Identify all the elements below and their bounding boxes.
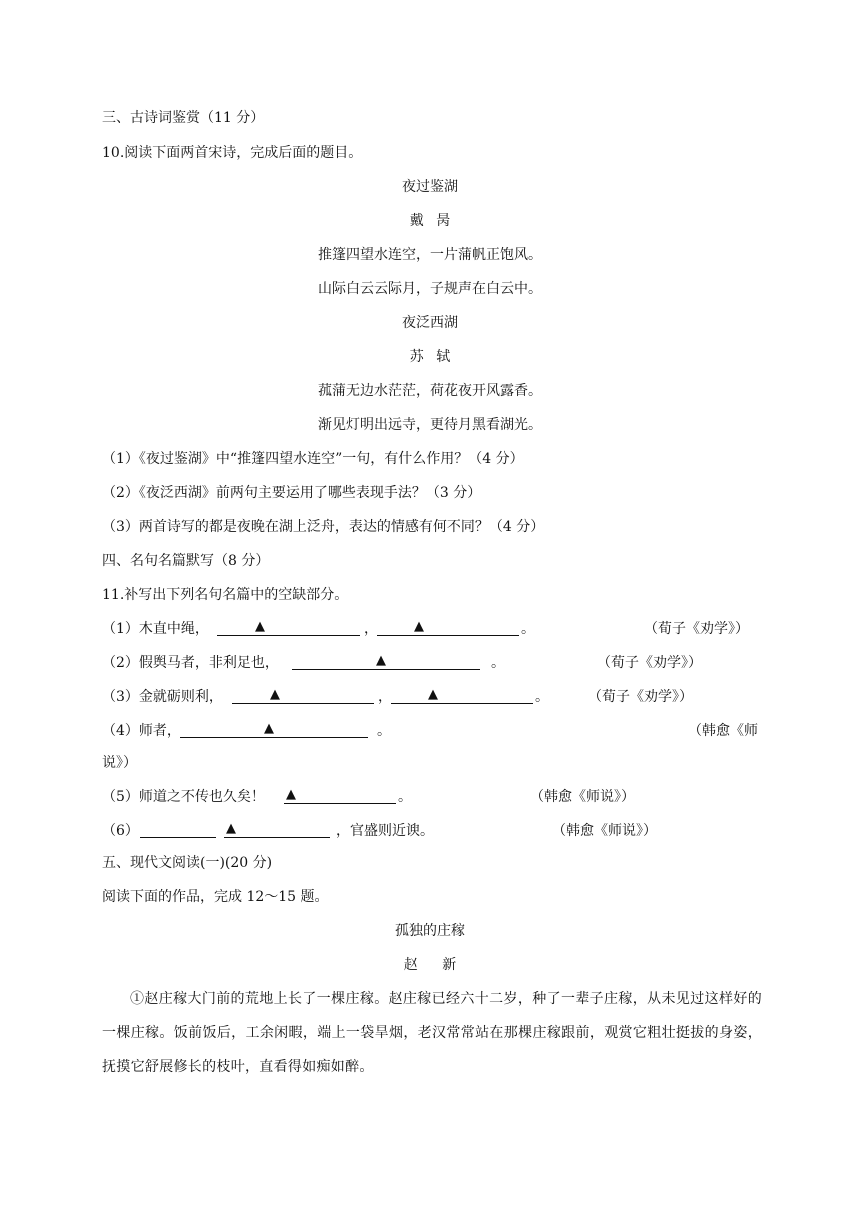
blank-answer[interactable] bbox=[284, 787, 396, 810]
q11-intro: 11.补写出下列名句名篇中的空缺部分。 bbox=[102, 587, 349, 603]
article-paragraph-1: ①赵庄稼大门前的荒地上长了一棵庄稼。赵庄稼已经六十二岁，种了一辈子庄稼，从未见过这样好的一棵庄稼。饭前饭后，工余闲暇，端上一袋旱烟，老汉常常站在那棵庄稼跟前，观赏它粗壮挺拔的身姿，抚摸它舒展修长的枝叶，直看得如痴如醉。 bbox=[102, 991, 762, 1075]
recite-item-6 bbox=[102, 821, 139, 841]
question-2: （2）《夜泛西湖》前两句主要运用了哪些表现手法？（3 分） bbox=[102, 485, 482, 501]
section3-heading: 三、古诗词鉴赏（11 分） bbox=[102, 110, 265, 126]
item-source-part1: （韩愈《师 bbox=[688, 723, 758, 739]
poem2-line2: 渐见灯明出远寺，更待月黑看湖光。 bbox=[318, 417, 542, 433]
blank-answer[interactable] bbox=[391, 687, 533, 710]
item-suffix: 。 bbox=[377, 723, 391, 739]
question-3: （3）两首诗写的都是夜晚在湖上泛舟，表达的情感有何不同？（4 分） bbox=[102, 519, 545, 535]
item-sep: ， bbox=[378, 689, 392, 705]
blank-marker: ▲ bbox=[255, 619, 265, 634]
recite-item-4 bbox=[102, 721, 181, 741]
blank-answer[interactable] bbox=[292, 653, 480, 676]
blank-answer[interactable] bbox=[224, 821, 330, 844]
item-source: （荀子《劝学》） bbox=[644, 621, 749, 637]
item-source-part2: 说》） bbox=[102, 755, 137, 771]
blank-answer[interactable] bbox=[377, 619, 519, 642]
poem1-author: 戴 昺 bbox=[409, 213, 451, 229]
item-prefix: （5）师道之不传也久矣！ bbox=[102, 789, 265, 805]
article-title: 孤独的庄稼 bbox=[395, 923, 465, 939]
blank-answer[interactable] bbox=[140, 821, 216, 844]
section4-heading: 四、名句名篇默写（8 分） bbox=[102, 553, 270, 569]
recite-item-2 bbox=[102, 653, 279, 673]
item-source: （荀子《劝学》） bbox=[588, 689, 693, 705]
item-suffix: 。 bbox=[535, 689, 549, 705]
section5-heading: 五、现代文阅读(一)(20 分) bbox=[102, 855, 273, 871]
poem1-line2: 山际白云云际月，子规声在白云中。 bbox=[318, 281, 542, 297]
question-1: （1）《夜过鉴湖》中“推篷四望水连空”一句，有什么作用？（4 分） bbox=[102, 451, 524, 467]
blank-marker: ▲ bbox=[414, 619, 424, 634]
item-prefix: （3）金就砺则利， bbox=[102, 689, 223, 705]
q10-intro: 10.阅读下面两首宋诗，完成后面的题目。 bbox=[102, 145, 363, 161]
item-source: （韩愈《师说》） bbox=[530, 789, 635, 805]
blank-marker: ▲ bbox=[270, 687, 280, 702]
poem2-line1: 菰蒲无边水茫茫，荷花夜开风露香。 bbox=[318, 383, 542, 399]
blank-answer[interactable] bbox=[180, 721, 368, 744]
recite-item-1 bbox=[102, 619, 209, 639]
item-suffix: 。 bbox=[521, 621, 535, 637]
poem1-line1: 推篷四望水连空，一片蒲帆正饱风。 bbox=[318, 247, 542, 263]
item-suffix: ，官盛则近谀。 bbox=[336, 823, 434, 839]
blank-marker: ▲ bbox=[286, 787, 296, 802]
item-suffix: 。 bbox=[491, 655, 505, 671]
poem1-title: 夜过鉴湖 bbox=[402, 179, 458, 195]
item-prefix: （2）假舆马者，非利足也， bbox=[102, 655, 279, 671]
poem2-author: 苏 轼 bbox=[409, 349, 451, 365]
recite-item-3 bbox=[102, 687, 223, 707]
item-source: （韩愈《师说》） bbox=[552, 823, 657, 839]
blank-marker: ▲ bbox=[226, 821, 236, 836]
poem2-title: 夜泛西湖 bbox=[402, 315, 458, 331]
item-source: （荀子《劝学》） bbox=[597, 655, 702, 671]
blank-marker: ▲ bbox=[428, 687, 438, 702]
article-author: 赵 新 bbox=[403, 957, 457, 973]
recite-item-5 bbox=[102, 787, 265, 807]
blank-marker: ▲ bbox=[264, 721, 274, 736]
item-suffix: 。 bbox=[398, 789, 412, 805]
item-sep: ， bbox=[364, 621, 378, 637]
item-prefix: （1）木直中绳， bbox=[102, 621, 209, 637]
section5-intro: 阅读下面的作品，完成 12～15 题。 bbox=[102, 889, 329, 905]
blank-answer[interactable] bbox=[217, 619, 360, 642]
item-prefix: （4）师者， bbox=[102, 723, 181, 739]
blank-marker: ▲ bbox=[376, 653, 386, 668]
blank-answer[interactable] bbox=[232, 687, 374, 710]
item-prefix: （6） bbox=[102, 823, 139, 839]
